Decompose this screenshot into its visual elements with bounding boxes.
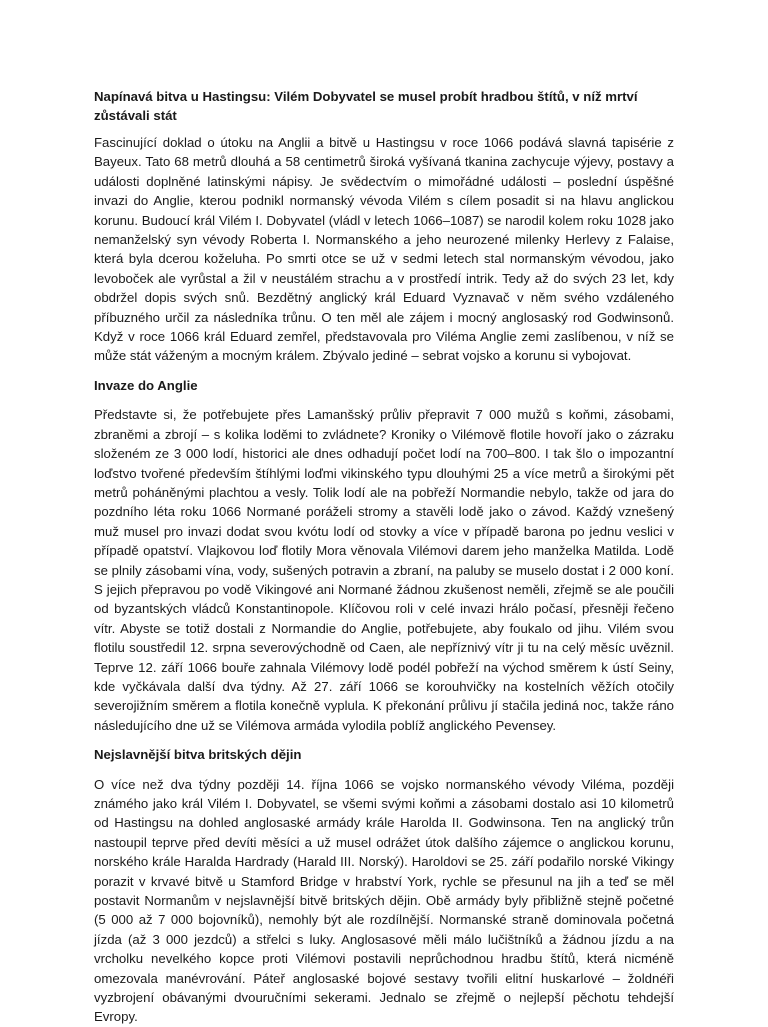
section-heading-invasion: Invaze do Anglie [94, 377, 198, 393]
section-paragraph-battle: O více než dva týdny později 14. října 1066 se vojsko normanského vévody Viléma, později známého jako král Vilém I. Dobyvatel, se všemi svými koňmi a zásobami dostalo asi 10 kilometrů od Hastingsu na dohled anglosaské armády krále Harolda II. Godwinsona. Ten na anglický trůn nastoupil teprve před devíti měsíci a už musel odrážet útok dalšího zájemce o anglickou korunu, norského krále Haralda Hardrady (Harald III. Norský). Haroldovi se 25. září podařilo norské Vikingy porazit v krvavé bitvě u Stamford Bridge v hrabství York, rychle se přesunul na jih a teď se měl postavit Normanům v nejslavnější bitvě britských dějin. Obě armády byly přibližně stejně početné (5 000 až 7 000 bojovníků), nemohly být ale rozdílnější. Normanské straně dominovala početná jízda (až 3 000 jezdců) a střelci s luky. Anglosasové měli málo lučištníků a žádnou jízdu a na vrcholku nevelkého kopce proti Vilémovi postavili neprůchodnou hradbu štítů, která nicméně omezovala manévrování. Páteř anglosaské bojové sestavy tvořili elitní huskarlové – žoldnéři vyzbrojení obávanými dvouručními sekerami. Jednalo se zřejmě o nejlepší pěchotu tehdejší Evropy. [94, 776, 674, 1025]
intro-paragraph: Fascinující doklad o útoku na Anglii a bitvě u Hastingsu v roce 1066 podává slavná tapisérie z Bayeux. Tato 68 metrů dlouhá a 58 centimetrů široká vyšívaná tkanina zachycuje výjevy, postavy a události doplněné latinskými nápisy. Je svědectvím o mimořádné události – poslední úspěšné invazi do Anglie, kterou podnikl normanský vévoda Vilém s cílem posadit si na hlavu anglickou korunu. Budoucí král Vilém I. Dobyvatel (vládl v letech 1066–1087) se narodil kolem roku 1028 jako nemanželský syn vévody Roberta I. Normanského a jeho neurozené milenky Herlevy z Falaise, která byla dcerou koželuha. Po smrti otce se už v sedmi letech stal normanským vévodou, jako levoboček ale vyrůstal a žil v neustálém strachu a v prostředí intrik. Tedy až do svých 23 let, kdy obdržel dopis svých snů. Bezdětný anglický král Eduard Vyznavač v něm svého vzdáleného příbuzného určil za následníka trůnu. O ten měl ale zájem i mocný anglosaský rod Godwinsonů. Když v roce 1066 král Eduard zemřel, představovala pro Viléma Anglie zemi zaslíbenou, v níž se může stát váženým a mocným králem. Zbývalo jediné – sebrat vojsko a korunu si vybojovat. [94, 135, 674, 364]
section-paragraph-invasion: Představte si, že potřebujete přes Lamanšský průliv přepravit 7 000 mužů s koňmi, zásobami, zbraněmi a zbrojí – s kolika loděmi to zvládnete? Kroniky o Vilémově flotile hovoří jako o zázraku složeném ze 3 000 lodí, historici ale dnes odhadují počet lodí na 700–800. I tak šlo o impozantní loďstvo tvořené především štíhlými loďmi vikinského typu dlouhými 25 a více metrů a širokými pět metrů poháněnými plachtou a vesly. Tolik lodí ale na pobřeží Normandie nebylo, takže od jara do pozdního léta roku 1066 Normané poráželi stromy a stavěli lodě jako o závod. Každý vznešený muž musel pro invazi dodat svou kvótu lodí od stovky a více v případě barona po jednu veslici v případě opatství. Vlajkovou loď flotily Mora věnovala Vilémovi darem jeho manželka Matilda. Lodě se plnily zásobami vína, vody, sušených potravin a zbraní, na paluby se muselo dostat i 2 000 koní. S jejich přepravou po vodě Vikingové ani Normané žádnou zkušenost neměli, zřejmě se ale poučili od byzantských vládců Konstantinopole. Klíčovou roli v celé invazi hrálo počasí, přesněji řečeno vítr. Abyste se totiž dostali z Normandie do Anglie, potřebujete, aby foukalo od jihu. Vilém svou flotilu soustředil 12. srpna severovýchodně od Caen, ale nepříznivý vítr ji tu na celý měsíc uvěznil. Teprve 12. září 1066 bouře zahnala Vilémovy lodě podél pobřeží na východ směrem k ústí Seiny, kde vyčkávala další dva týdny. Až 27. září 1066 se korouhvičky na kostelních věžích otočily severojižním směrem a flotila konečně vyplula. K překonání průlivu jí stačila jediná noc, takže ráno následujícího dne už se Vilémova armáda vylodila poblíž anglického Pevensey. [94, 407, 674, 733]
section-heading-battle: Nejslavnější bitva britských dějin [94, 747, 302, 763]
article-title: Napínavá bitva u Hastingsu: Vilém Dobyvatel se musel probít hradbou štítů, v níž mrtví zůstávali stát [94, 89, 638, 123]
